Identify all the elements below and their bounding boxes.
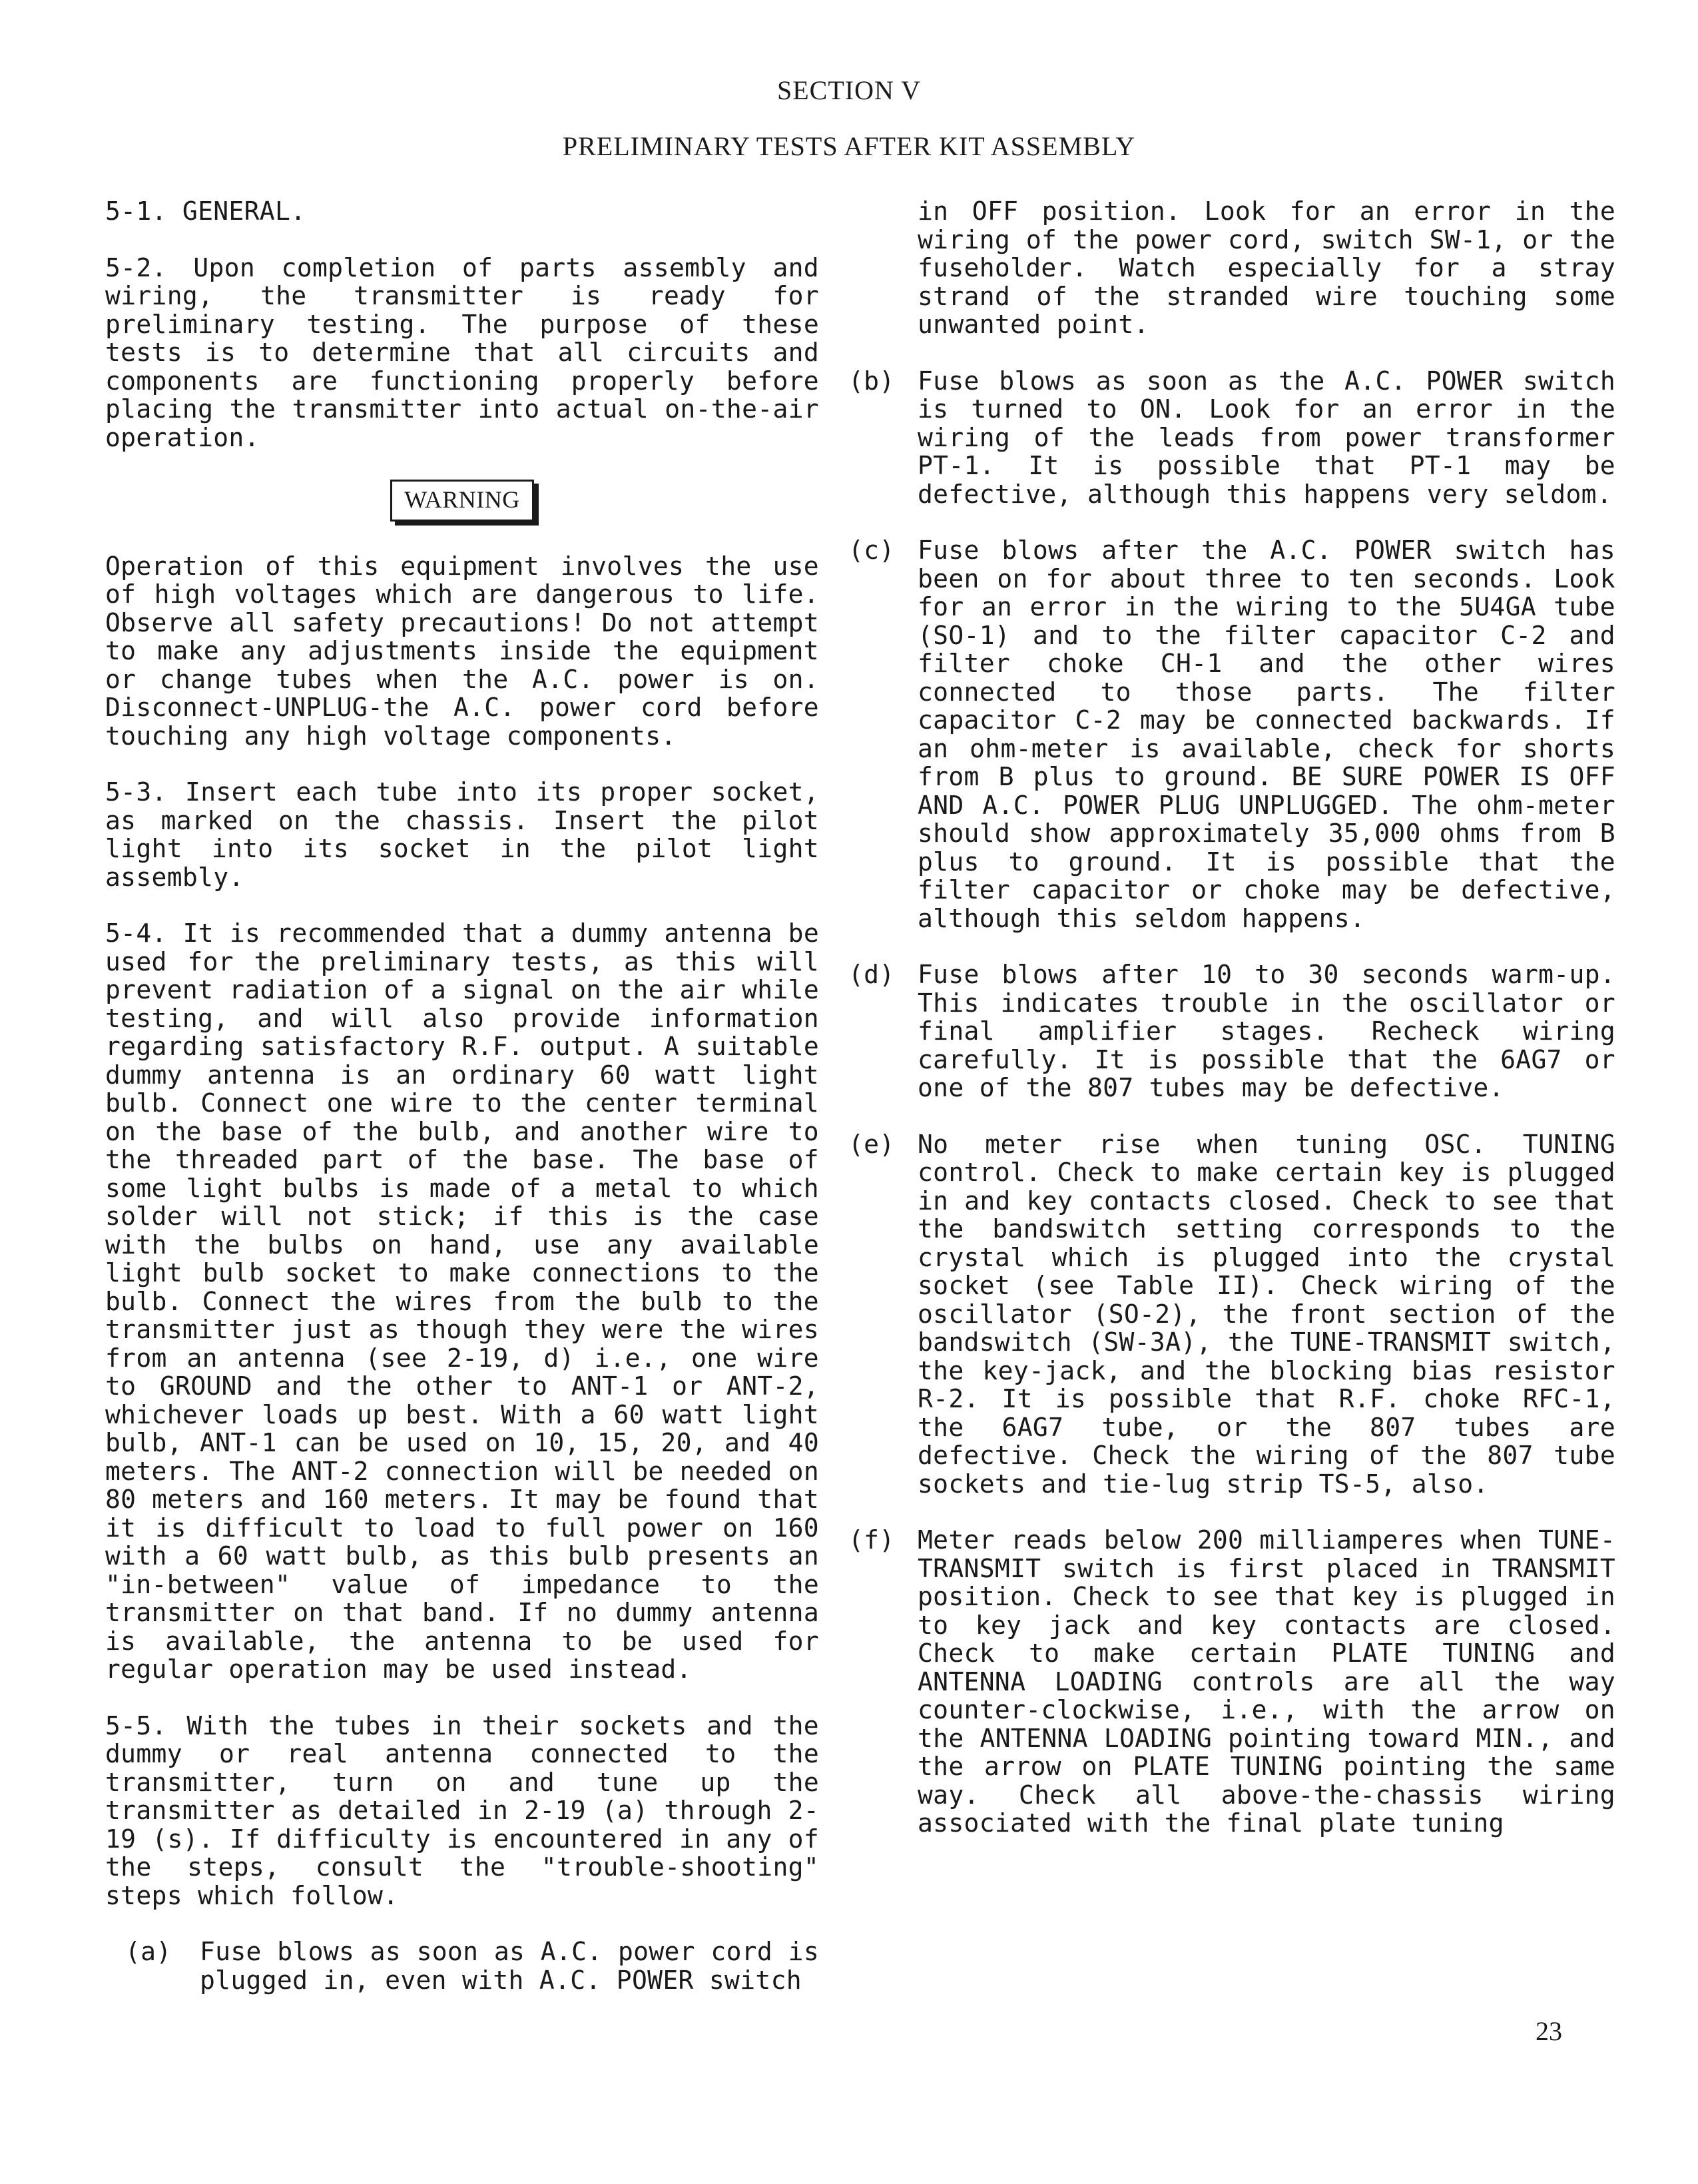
warning-text: Operation of this equipment involves the use of high voltages which are dangerous to life. Observe all safety precautions! Do not attempt to make any adjustments inside the equipment or change tubes when the A.C. power is on. Disconnect-UNPLUG-the A.C. power cord before touching any high voltage components.: [105, 551, 819, 751]
left-column: [105, 197, 819, 2022]
list-item-text: Fuse blows after 10 to 30 seconds warm-up. This indicates trouble in the oscillator or final amplifier stages. Recheck wiring carefully. It is possible that the 6AG7 or one of the 807 tubes may be defective.: [918, 960, 1615, 1102]
list-item-a-continued: in OFF position. Look for an error in the wiring of the power cord, switch SW-1, or the fuseholder. Watch especially for a stray strand of the stranded wire touching some unwanted point.: [918, 196, 1615, 339]
warning-label: WARNING: [390, 480, 533, 522]
list-item-label: (d): [848, 960, 895, 989]
list-item-b: [848, 366, 1615, 509]
list-item-label: (e): [848, 1129, 895, 1159]
page-title: PRELIMINARY TESTS AFTER KIT ASSEMBLY: [562, 131, 1136, 161]
page-number: 23: [1536, 2016, 1562, 2046]
list-item-label: (f): [848, 1525, 895, 1555]
paragraph-5-1-heading: 5-1. GENERAL.: [105, 196, 306, 226]
right-column: [848, 196, 1615, 1866]
list-item-d: [848, 960, 1615, 1102]
list-item-label: (a): [125, 1937, 172, 1966]
list-item-c: [848, 536, 1615, 933]
list-item-text: Fuse blows as soon as A.C. power cord is plugged in, even with A.C. POWER switch: [200, 1937, 819, 1995]
paragraph-5-4: 5-4. It is recommended that a dummy antenna be used for the preliminary tests, as this will prevent radiation of a signal on the air while testing, and will also provide information regarding satisfactory R.F. output. A suitable dummy antenna is an ordinary 60 watt light bulb. Connect one wire to the center terminal on the base of the bulb, and another wire to the threaded part of the base. The base of some light bulbs is made of a metal to which solder will not stick; if this is the case with the bulbs on hand, use any available light bulb socket to make connections to the bulb. Connect the wires from the bulb to the transmitter just as though they were the wires from an antenna (see 2-19, d) i.e., one wire to GROUND and the other to ANT-1 or ANT-2, whichever loads up best. With a 60 watt light bulb, ANT-1 can be used on 10, 15, 20, and 40 meters. The ANT-2 connection will be needed on 80 meters and 160 meters. It may be found that it is difficult to load to full power on 160 with a 60 watt bulb, as this bulb presents an "in-between" value of impedance to the transmitter on that band. If no dummy antenna is available, the antenna to be used for regular operation may be used instead.: [105, 918, 819, 1684]
list-item-label: (c): [848, 536, 895, 565]
list-item-label: (b): [848, 366, 895, 396]
paragraph-5-2: 5-2. Upon completion of parts assembly and wiring, the transmitter is ready for preliminary testing. The purpose of these tests is to determine that all circuits and components are functioning properly before placing the transmitter into actual on-the-air operation.: [105, 252, 819, 452]
list-item-e: [848, 1129, 1615, 1499]
list-item-text: Fuse blows as soon as the A.C. POWER switch is turned to ON. Look for an error in the wiring of the leads from power transformer PT-1. It is possible that PT-1 may be defective, although this happens very seldom.: [918, 366, 1615, 509]
section-heading: SECTION V: [776, 75, 922, 105]
paragraph-5-3: 5-3. Insert each tube into its proper socket, as marked on the chassis. Insert the pilot light into its socket in the pilot light assembly.: [105, 777, 819, 892]
warning-callout: [105, 480, 819, 522]
list-item-text: Fuse blows after the A.C. POWER switch has been on for about three to ten seconds. Look for an error in the wiring to the 5U4GA tube (SO-1) and to the filter capacitor C-2 and filter choke CH-1 and the other wires connected to those parts. The filter capacitor C-2 may be connected backwards. If an ohm-meter is available, check for shorts from B plus to ground. BE SURE POWER IS OFF AND A.C. POWER PLUG UNPLUGGED. The ohm-meter should show approximately 35,000 ohms from B plus to ground. It is possible that the filter capacitor or choke may be defective, although this seldom happens.: [918, 536, 1615, 933]
paragraph-5-5: 5-5. With the tubes in their sockets and the dummy or real antenna connected to the transmitter, turn on and tune up the transmitter as detailed in 2-19 (a) through 2-19 (s). If difficulty is encountered in any of the steps, consult the "trouble-shooting" steps which follow.: [105, 1710, 819, 1910]
list-item-text: Meter reads below 200 milliamperes when TUNE-TRANSMIT switch is first placed in TRANSMIT position. Check to see that key is plugged in to key jack and key contacts are closed. Check to make certain PLATE TUNING and ANTENNA LOADING controls are all the way counter-clockwise, i.e., with the arrow on the ANTENNA LOADING pointing toward MIN., and the arrow on PLATE TUNING pointing the same way. Check all above-the-chassis wiring associated with the final plate tuning: [918, 1525, 1615, 1838]
list-item-a: [105, 1938, 819, 1994]
list-item-f: [848, 1525, 1615, 1838]
list-item-text: No meter rise when tuning OSC. TUNING control. Check to make certain key is plugged in and key contacts closed. Check to see that the bandswitch setting corresponds to the crystal which is plugged into the crystal socket (see Table II). Check wiring of the oscillator (SO-2), the front section of the bandswitch (SW-3A), the TUNE-TRANSMIT switch, the key-jack, and the blocking bias resistor R-2. It is possible that R.F. choke RFC-1, the 6AG7 tube, or the 807 tubes are defective. Check the wiring of the 807 tube sockets and tie-lug strip TS-5, also.: [918, 1129, 1615, 1499]
